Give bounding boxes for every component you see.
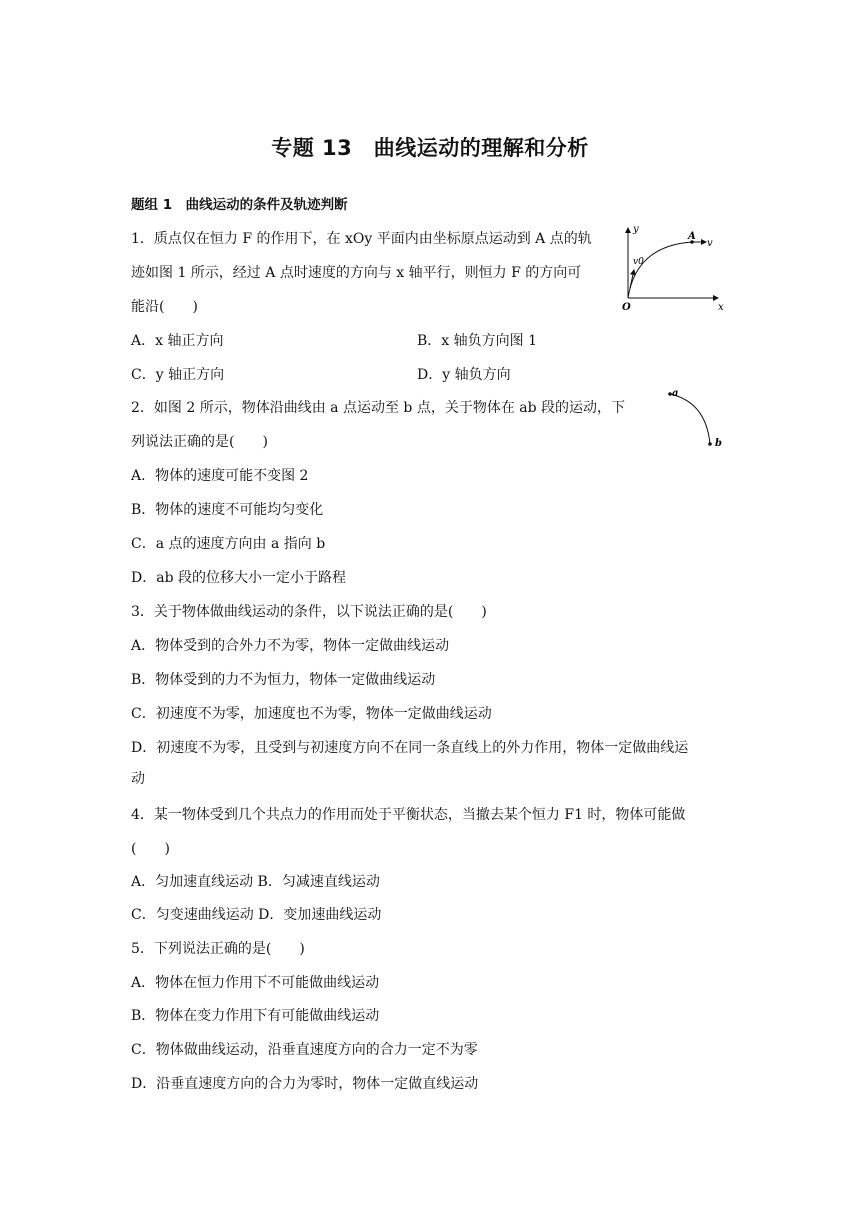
trajectory-curve: [628, 242, 692, 298]
q2-option-c: C．a 点的速度方向由 a 指向 b: [131, 536, 326, 552]
q4-options-cd: C．匀变速曲线运动 D．变加速曲线运动: [131, 907, 382, 923]
q3-stem: 3．关于物体做曲线运动的条件，以下说法正确的是( ): [131, 604, 487, 620]
q1-option-c: C．y 轴正方向: [131, 367, 225, 383]
q1-stem-line-1: 1．质点仅在恒力 F 的作用下，在 xOy 平面内由坐标原点运动到 A 点的轨: [131, 231, 592, 247]
q5-stem: 5．下列说法正确的是( ): [131, 941, 305, 957]
label-y: y: [633, 224, 639, 235]
q2-option-a: A．物体的速度可能不变图 2: [131, 468, 309, 484]
label-v: v: [707, 238, 713, 249]
q4-stem-line-1: 4．某一物体受到几个共点力的作用而处于平衡状态，当撤去某个恒力 F1 时，物体可能做: [131, 807, 686, 823]
figure-1-trajectory: [614, 222, 734, 314]
q3-option-a: A．物体受到的合外力不为零，物体一定做曲线运动: [131, 638, 450, 654]
q1-option-a: A．x 轴正方向: [131, 333, 224, 349]
q5-option-d: D．沿垂直速度方向的合力为零时，物体一定做直线运动: [131, 1076, 479, 1092]
arc-curve: [670, 394, 710, 444]
q3-option-c: C．初速度不为零，加速度也不为零，物体一定做曲线运动: [131, 706, 492, 722]
label-a: a: [672, 388, 679, 399]
q4-stem-line-2: ( ): [131, 841, 170, 857]
label-a: A: [688, 231, 696, 242]
label-b: b: [715, 438, 722, 449]
label-v0: v0: [633, 257, 644, 267]
q3-option-b: B．物体受到的力不为恒力，物体一定做曲线运动: [131, 672, 436, 688]
q4-options-ab: A．匀加速直线运动 B．匀减速直线运动: [131, 874, 380, 890]
q2-stem-line-2: 列说法正确的是( ): [131, 434, 268, 450]
q3-option-d-line-1: D．初速度不为零，且受到与初速度方向不在同一条直线上的外力作用，物体一定做曲线运: [131, 740, 689, 756]
q3-option-d-line-2: 动: [131, 771, 145, 787]
q2-stem-line-1: 2．如图 2 所示，物体沿曲线由 a 点运动至 b 点，关于物体在 ab 段的运动，下: [131, 400, 626, 416]
q5-option-b: B．物体在变力作用下有可能做曲线运动: [131, 1008, 380, 1024]
q1-stem-line-2: 迹如图 1 所示，经过 A 点时速度的方向与 x 轴平行，则恒力 F 的方向可: [131, 265, 582, 281]
label-x: x: [718, 302, 724, 313]
q2-option-b: B．物体的速度不可能均匀变化: [131, 502, 324, 518]
q1-option-b: B．x 轴负方向图 1: [417, 333, 537, 349]
q1-stem-line-3: 能沿( ): [131, 299, 198, 315]
q5-option-a: A．物体在恒力作用下不可能做曲线运动: [131, 975, 380, 991]
page-title: 专题 13 曲线运动的理解和分析: [271, 136, 589, 160]
q5-option-c: C．物体做曲线运动，沿垂直速度方向的合力一定不为零: [131, 1042, 478, 1058]
q2-option-d: D．ab 段的位移大小一定小于路程: [131, 570, 346, 586]
point-b-dot: [708, 442, 712, 446]
figure-2-arc: [662, 386, 732, 450]
section-heading: 题组 1 曲线运动的条件及轨迹判断: [131, 197, 348, 213]
label-origin: O: [622, 302, 631, 313]
q1-option-d: D．y 轴负方向: [417, 367, 511, 383]
